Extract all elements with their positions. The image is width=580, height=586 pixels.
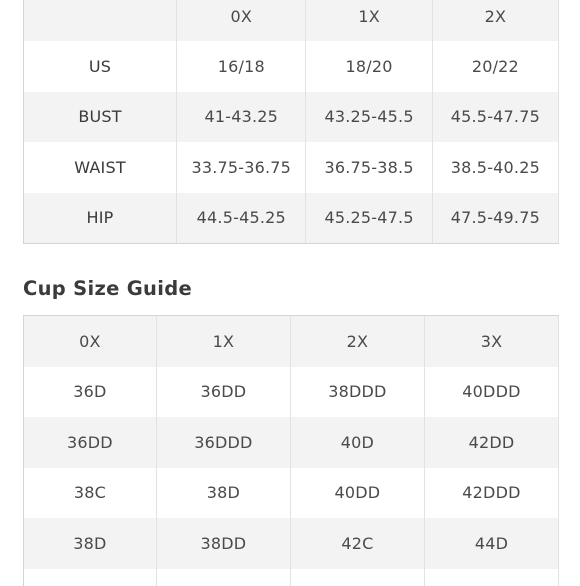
table-cell: 41-43.25 (177, 92, 306, 142)
table-cell: 38D (156, 468, 290, 519)
table-cell: 40DD (290, 468, 424, 519)
table-cell: 20/22 (432, 41, 558, 91)
table-row (24, 92, 559, 142)
table-row (24, 142, 559, 192)
table-row (24, 367, 559, 418)
table-cell: 36DD (156, 367, 290, 418)
table-cell: 38DDD (290, 367, 424, 418)
table-header-row (24, 316, 559, 367)
table-cell: 44.5-45.25 (177, 193, 306, 243)
table-cell: 45.5-47.75 (432, 92, 558, 142)
table-cell: 33.75-36.75 (177, 142, 306, 192)
table-cell: 44D (424, 518, 558, 569)
table-cell (290, 569, 424, 586)
table-cell: 38DD (156, 518, 290, 569)
table-row (24, 417, 559, 468)
table-cell: 36.75-38.5 (306, 142, 432, 192)
size-chart-table (24, 0, 559, 243)
table-cell (424, 569, 558, 586)
table-row (24, 193, 559, 243)
row-label-hip: HIP (24, 193, 177, 243)
row-label-bust: BUST (24, 92, 177, 142)
table-cell: 38.5-40.25 (432, 142, 558, 192)
row-label-waist: WAIST (24, 142, 177, 192)
table-cell: 38C (24, 468, 156, 519)
table-cell (156, 569, 290, 586)
size-chart-table-container (23, 0, 559, 244)
table-cell: 36D (24, 367, 156, 418)
table-cell: 40DDD (424, 367, 558, 418)
cup-size-table-container (23, 315, 559, 586)
header-cell-0x: 0X (177, 0, 306, 41)
table-cell: 47.5-49.75 (432, 193, 558, 243)
header-cell-1x: 1X (156, 316, 290, 367)
table-cell: 40D (290, 417, 424, 468)
table-cell: 38D (24, 518, 156, 569)
table-cell: 36DDD (156, 417, 290, 468)
table-row (24, 569, 559, 586)
table-cell: 42C (290, 518, 424, 569)
header-cell-3x: 3X (424, 316, 558, 367)
table-cell: 36DD (24, 417, 156, 468)
header-cell-empty (24, 0, 177, 41)
table-row (24, 518, 559, 569)
table-row (24, 468, 559, 519)
header-cell-1x: 1X (306, 0, 432, 41)
row-label-us: US (24, 41, 177, 91)
header-cell-2x: 2X (290, 316, 424, 367)
cup-size-table (24, 316, 559, 586)
table-cell: 16/18 (177, 41, 306, 91)
table-row (24, 41, 559, 91)
header-cell-2x: 2X (432, 0, 558, 41)
table-cell: 42DD (424, 417, 558, 468)
header-cell-0x: 0X (24, 316, 156, 367)
table-cell: 42DDD (424, 468, 558, 519)
table-cell: 45.25-47.5 (306, 193, 432, 243)
table-header-row (24, 0, 559, 41)
table-cell: 43.25-45.5 (306, 92, 432, 142)
cup-size-guide-heading: Cup Size Guide (23, 277, 192, 300)
table-cell (24, 569, 156, 586)
table-cell: 18/20 (306, 41, 432, 91)
